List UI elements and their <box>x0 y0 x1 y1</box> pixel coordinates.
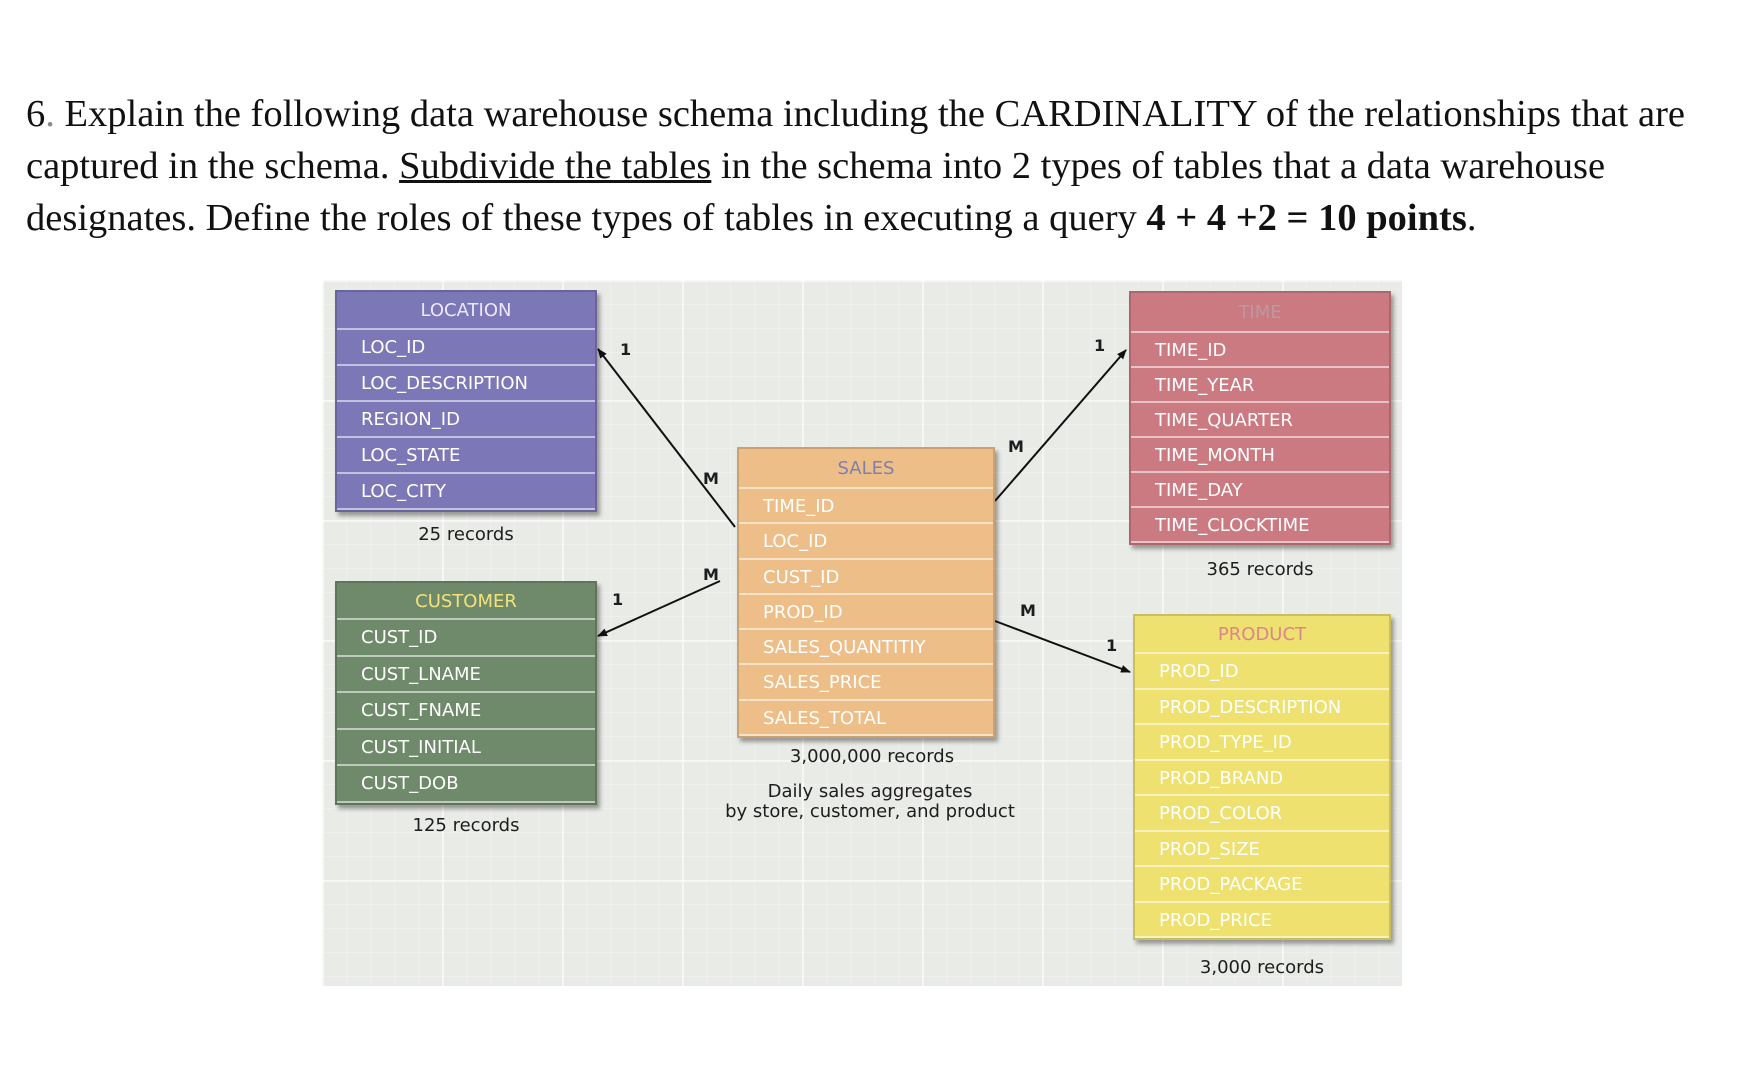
cardinality-customer-many: M <box>703 565 719 584</box>
sales-note <box>700 782 1040 822</box>
location-field: REGION_ID <box>337 402 595 438</box>
cardinality-location-many: M <box>703 469 719 488</box>
location-field: LOC_ID <box>337 330 595 366</box>
product-field: PROD_COLOR <box>1135 796 1389 832</box>
customer-table <box>335 581 597 805</box>
location-field: LOC_STATE <box>337 438 595 474</box>
time-field: TIME_CLOCKTIME <box>1131 508 1389 543</box>
time-field: TIME_QUARTER <box>1131 403 1389 438</box>
cardinality-customer-one: 1 <box>612 590 624 609</box>
sales-fact-table <box>737 447 995 738</box>
sales-field: TIME_ID <box>739 489 993 524</box>
product-field: PROD_PRICE <box>1135 903 1389 939</box>
product-table-title: PRODUCT <box>1135 616 1389 654</box>
location-records: 25 records <box>418 524 514 545</box>
customer-field: CUST_LNAME <box>337 657 595 694</box>
product-table <box>1133 614 1391 940</box>
location-table <box>335 290 597 512</box>
sales-field: PROD_ID <box>739 595 993 630</box>
customer-records: 125 records <box>412 815 520 836</box>
customer-field: CUST_DOB <box>337 766 595 803</box>
time-field: TIME_MONTH <box>1131 438 1389 473</box>
time-table-title: TIME <box>1131 293 1389 333</box>
product-field: PROD_SIZE <box>1135 832 1389 868</box>
product-field: PROD_PACKAGE <box>1135 867 1389 903</box>
question-number-dot: . <box>45 93 55 135</box>
time-field: TIME_DAY <box>1131 473 1389 508</box>
product-field: PROD_TYPE_ID <box>1135 725 1389 761</box>
sales-field: CUST_ID <box>739 560 993 595</box>
sales-records: 3,000,000 records <box>789 746 955 767</box>
rel-line-sales-location <box>598 349 735 527</box>
sales-table-title: SALES <box>739 449 993 489</box>
time-field: TIME_ID <box>1131 333 1389 368</box>
cardinality-time-one: 1 <box>1094 336 1106 355</box>
cardinality-product-one: 1 <box>1106 636 1118 655</box>
rel-line-sales-time <box>995 350 1126 501</box>
sales-note-line1: Daily sales aggregates <box>767 781 973 802</box>
location-field: LOC_CITY <box>337 474 595 510</box>
time-field: TIME_YEAR <box>1131 368 1389 403</box>
question-underlined-phrase: Subdivide the tables <box>399 145 712 187</box>
location-table-title: LOCATION <box>337 292 595 330</box>
customer-field: CUST_FNAME <box>337 693 595 730</box>
customer-table-title: CUSTOMER <box>337 583 595 620</box>
question-number: 6 <box>26 93 46 135</box>
cardinality-location-one: 1 <box>620 340 632 359</box>
question-end: . <box>1466 197 1477 239</box>
question-text-part1: Explain the following data warehouse schema including the CARDINALITY of the relationships that are captured in the schema. <box>26 93 1685 187</box>
cardinality-product-many: M <box>1020 601 1036 620</box>
time-records: 365 records <box>1206 559 1314 580</box>
sales-note-line2: by store, customer, and product <box>725 801 1015 822</box>
customer-field: CUST_ID <box>337 620 595 657</box>
cardinality-time-many: M <box>1008 437 1024 456</box>
product-field: PROD_ID <box>1135 654 1389 690</box>
question-text-part2: in the schema into 2 types of tables that a data warehouse designates. Define the roles of these types of tables in executing a query <box>26 145 1606 239</box>
customer-field: CUST_INITIAL <box>337 730 595 767</box>
sales-field: SALES_PRICE <box>739 665 993 700</box>
sales-field: LOC_ID <box>739 524 993 559</box>
location-field: LOC_DESCRIPTION <box>337 366 595 402</box>
question-points: 4 + 4 +2 = 10 points <box>1146 197 1467 239</box>
product-field: PROD_DESCRIPTION <box>1135 690 1389 726</box>
sales-field: SALES_QUANTITIY <box>739 630 993 665</box>
time-table <box>1129 291 1391 545</box>
product-records: 3,000 records <box>1199 957 1325 978</box>
sales-field: SALES_TOTAL <box>739 701 993 736</box>
product-field: PROD_BRAND <box>1135 761 1389 797</box>
